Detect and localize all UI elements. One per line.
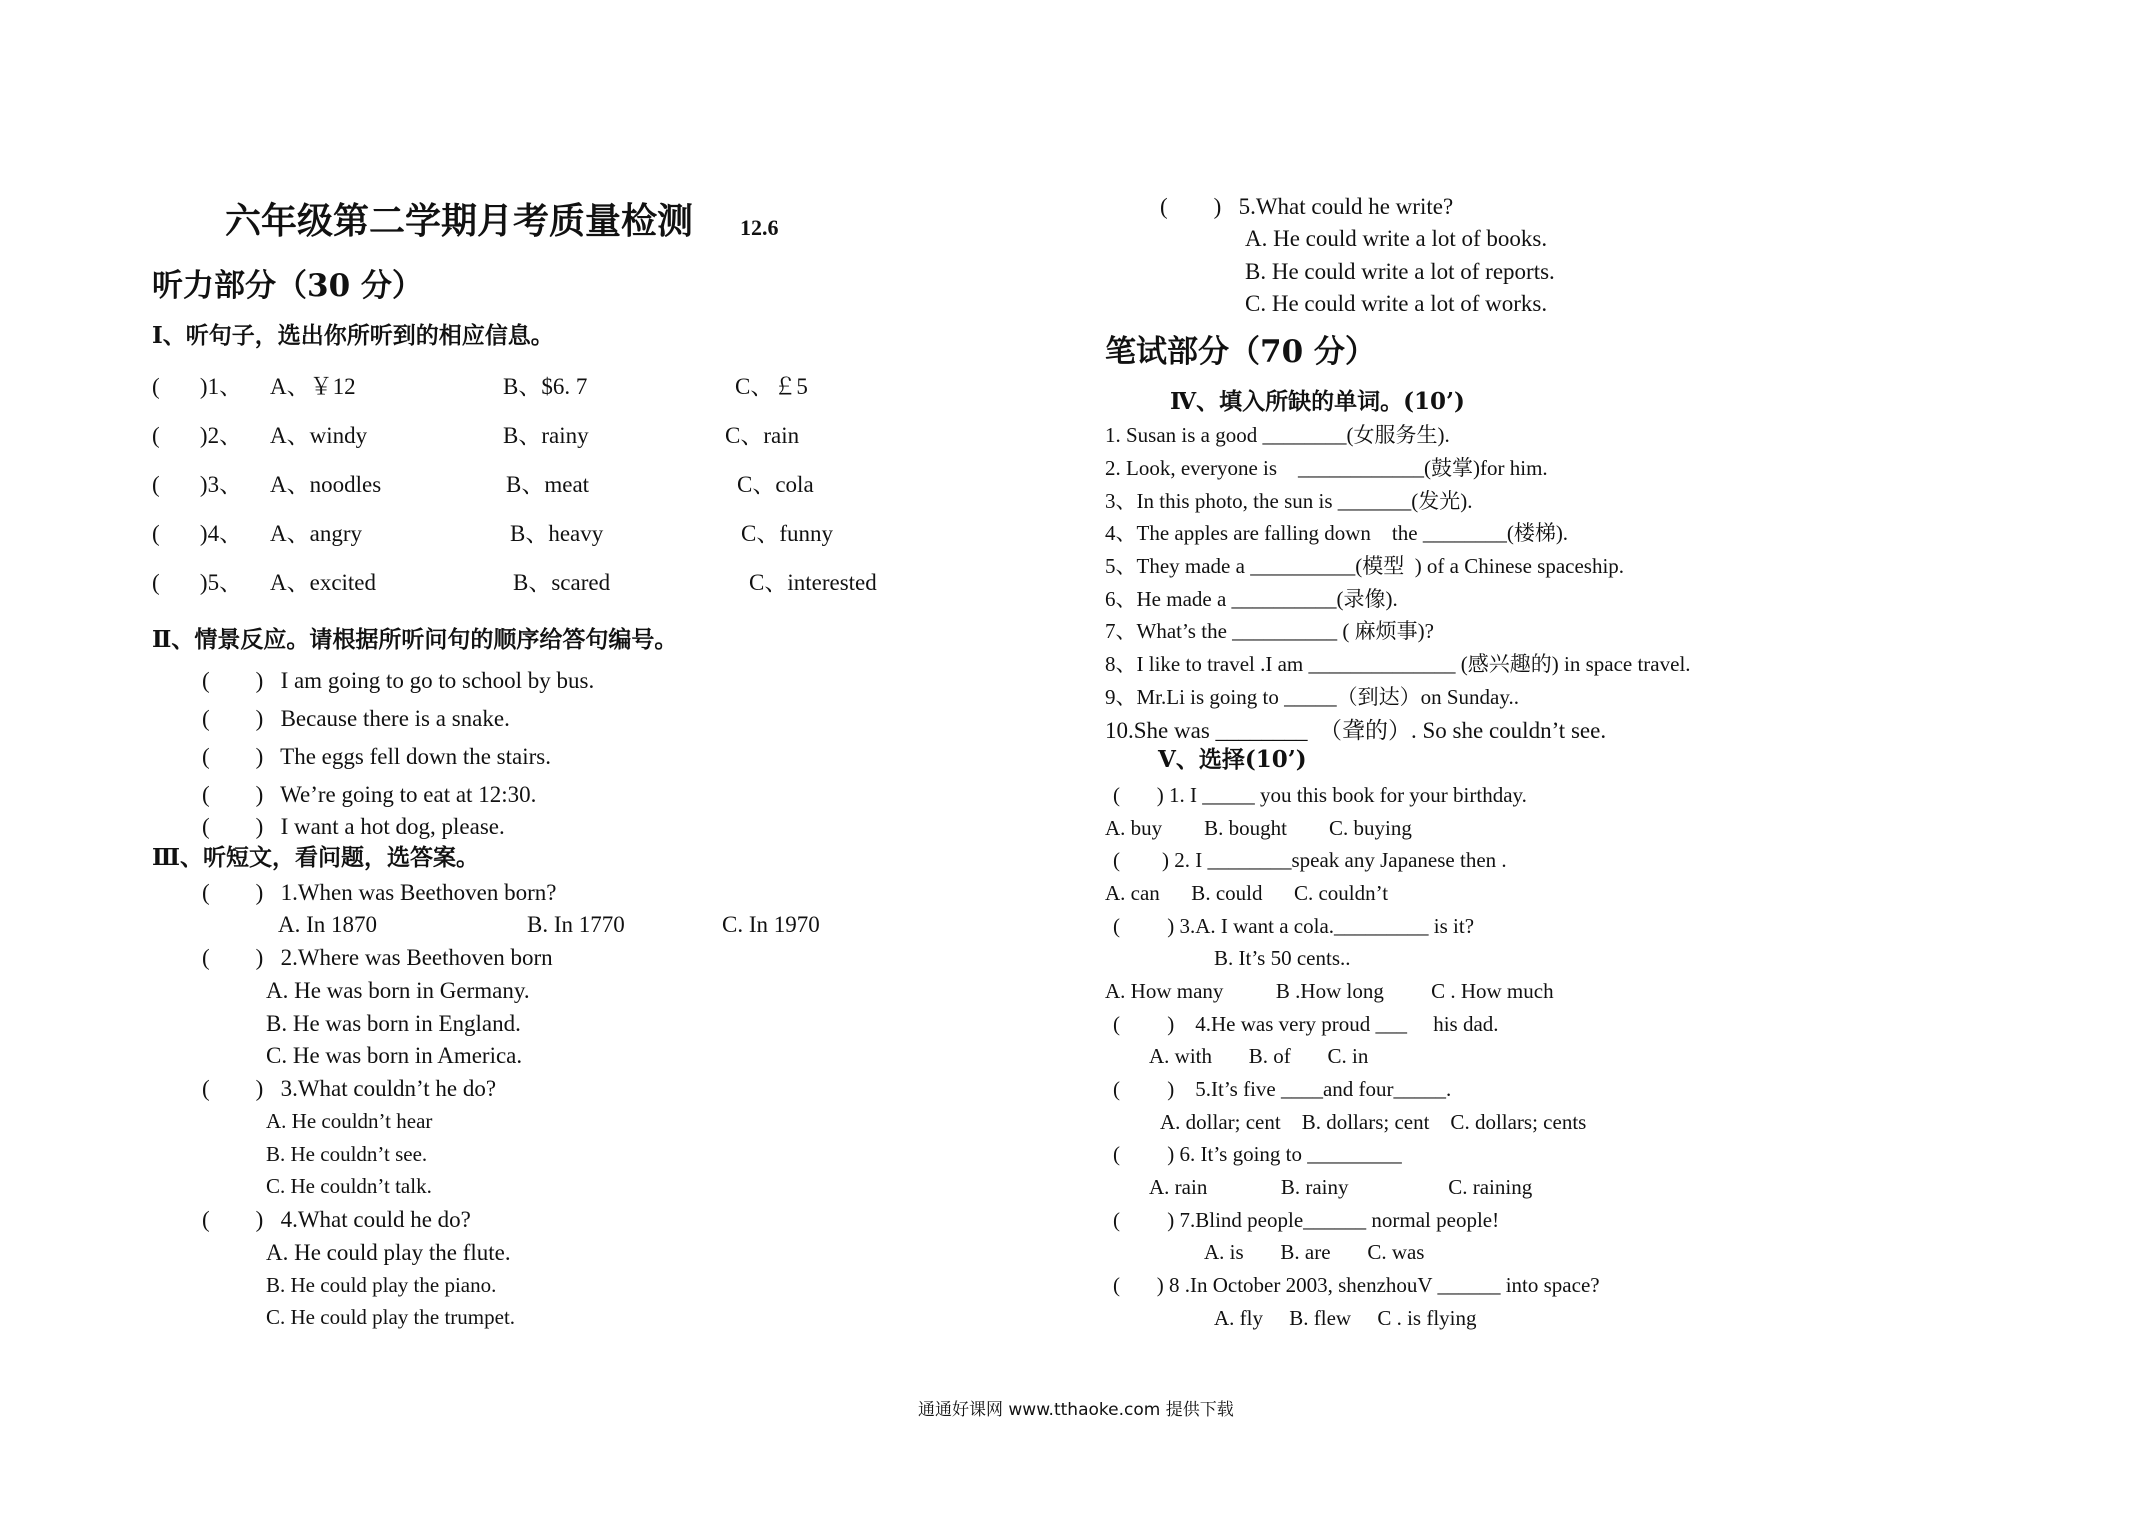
s5-q3-line-b: B. It’s 50 cents.. [1214,946,1351,970]
s3-q1-option-b: B. In 1770 [527,912,625,937]
s5-q2-options: A. can B. could C. couldn’t [1105,881,1389,905]
s3-q3-option-a: A. He couldn’t hear [266,1109,433,1133]
s1-q2-option-b: B、rainy [503,423,589,448]
s3-q2-option-c: C. He was born in America. [266,1043,523,1068]
s4-item-8: 8、I like to travel .I am ______________ (感兴趣的) in space travel. [1105,652,1691,676]
s4-item-3: 3、In this photo, the sun is _______(发光). [1105,489,1473,513]
s3-question-1: ( ) 1.When was Beethoven born? [202,880,557,905]
s1-q5-number: ( )5、 [152,570,243,595]
s1-q1-option-b: B、$6. 7 [503,374,588,399]
section-2-title: Ⅱ、情景反应。请根据所听问句的顺序给答句编号。 [152,626,678,653]
s5-question-1: ( ) 1. I _____ you this book for your birthday. [1113,783,1527,807]
writing-section-header: 笔试部分（70 分） [1105,334,1376,370]
s1-q3-option-b: B、meat [506,472,590,497]
s2-item-1: ( ) I am going to go to school by bus. [202,668,595,693]
s3-question-4: ( ) 4.What could he do? [202,1207,471,1232]
page-title: 六年级第二学期月考质量检测 [225,200,694,242]
s1-q1-option-a: A、￥12 [270,374,356,399]
s4-item-7: 7、What’s the __________ ( 麻烦事)? [1105,619,1434,643]
listening-section-header: 听力部分（30 分） [152,268,423,304]
s3-q1-option-c: C. In 1970 [722,912,820,937]
s1-q4-option-c: C、funny [741,521,833,546]
s5-q5-options: A. dollar; cent B. dollars; cent C. dollars; cents [1160,1110,1587,1134]
s2-item-2: ( ) Because there is a snake. [202,706,510,731]
s4-item-9: 9、Mr.Li is going to _____（到达）on Sunday.. [1105,685,1519,709]
s3-q2-option-b: B. He was born in England. [266,1011,521,1036]
s1-q4-number: ( )4、 [152,521,243,546]
s3-question-5: ( ) 5.What could he write? [1160,194,1454,219]
s5-q1-options: A. buy B. bought C. buying [1105,816,1412,840]
s3-q5-option-c: C. He could write a lot of works. [1245,291,1548,316]
s1-q4-option-b: B、heavy [510,521,604,546]
s4-item-4: 4、The apples are falling down the ________(楼梯). [1105,521,1569,545]
section-3-title: Ⅲ、听短文，看问题，选答案。 [152,844,480,871]
s3-q3-option-b: B. He couldn’t see. [266,1142,428,1166]
s4-item-10: 10.She was ________ （聋的）. So she couldn’t see. [1105,718,1607,743]
s1-q1-option-c: C、￡5 [735,374,808,399]
s2-item-4: ( ) We’re going to eat at 12:30. [202,782,537,807]
s1-q5-option-b: B、scared [513,570,611,595]
s2-item-5: ( ) I want a hot dog, please. [202,814,505,839]
s1-q3-option-a: A、noodles [270,472,382,497]
s5-q8-options: A. fly B. flew C . is flying [1214,1306,1477,1330]
s5-question-6: ( ) 6. It’s going to _________ [1113,1142,1402,1166]
s1-q2-option-a: A、windy [270,423,368,448]
s1-q4-option-a: A、angry [270,521,362,546]
s1-q1-number: ( )1、 [152,374,243,399]
s3-q4-option-c: C. He could play the trumpet. [266,1305,516,1329]
s1-q2-number: ( )2、 [152,423,243,448]
s1-q5-option-c: C、interested [749,570,877,595]
s5-question-4: ( ) 4.He was very proud ___ his dad. [1113,1012,1499,1036]
section-5-title: Ⅴ、选择(10’) [1158,746,1307,773]
s3-q3-option-c: C. He couldn’t talk. [266,1174,432,1198]
s4-item-5: 5、They made a __________(模型 ) of a Chinese spaceship. [1105,554,1625,578]
s5-q7-options: A. is B. are C. was [1204,1240,1425,1264]
s1-q3-number: ( )3、 [152,472,243,497]
s3-q4-option-b: B. He could play the piano. [266,1273,497,1297]
s3-q4-option-a: A. He could play the flute. [266,1240,511,1265]
s5-q4-options: A. with B. of C. in [1149,1044,1369,1068]
title-date: 12.6 [740,215,779,240]
s5-q6-options: A. rain B. rainy C. raining [1149,1175,1533,1199]
section-4-title: Ⅳ、填入所缺的单词。(10’) [1170,388,1465,415]
s3-q5-option-b: B. He could write a lot of reports. [1245,259,1555,284]
footer-note: 通通好课网 www.tthaoke.com 提供下载 [918,1400,1234,1420]
s3-q2-option-a: A. He was born in Germany. [266,978,530,1003]
s3-question-3: ( ) 3.What couldn’t he do? [202,1076,497,1101]
s2-item-3: ( ) The eggs fell down the stairs. [202,744,551,769]
section-1-title: Ⅰ、听句子，选出你所听到的相应信息。 [152,322,554,349]
s1-q3-option-c: C、cola [737,472,814,497]
s3-question-2: ( ) 2.Where was Beethoven born [202,945,553,970]
s4-item-2: 2. Look, everyone is ____________(鼓掌)for him. [1105,456,1548,480]
s4-item-1: 1. Susan is a good ________(女服务生). [1105,423,1450,447]
s1-q2-option-c: C、rain [725,423,800,448]
s1-q5-option-a: A、excited [270,570,377,595]
s5-question-5: ( ) 5.It’s five ____and four_____. [1113,1077,1452,1101]
s5-question-8: ( ) 8 .In October 2003, shenzhouV ______ into space? [1113,1273,1600,1297]
s5-question-2: ( ) 2. I ________speak any Japanese then . [1113,848,1507,872]
s5-q3-options: A. How many B .How long C . How much [1105,979,1554,1003]
s5-question-3: ( ) 3.A. I want a cola._________ is it? [1113,914,1475,938]
s3-q5-option-a: A. He could write a lot of books. [1245,226,1548,251]
s4-item-6: 6、He made a __________(录像). [1105,587,1398,611]
s3-q1-option-a: A. In 1870 [278,912,378,937]
s5-question-7: ( ) 7.Blind people______ normal people! [1113,1208,1500,1232]
